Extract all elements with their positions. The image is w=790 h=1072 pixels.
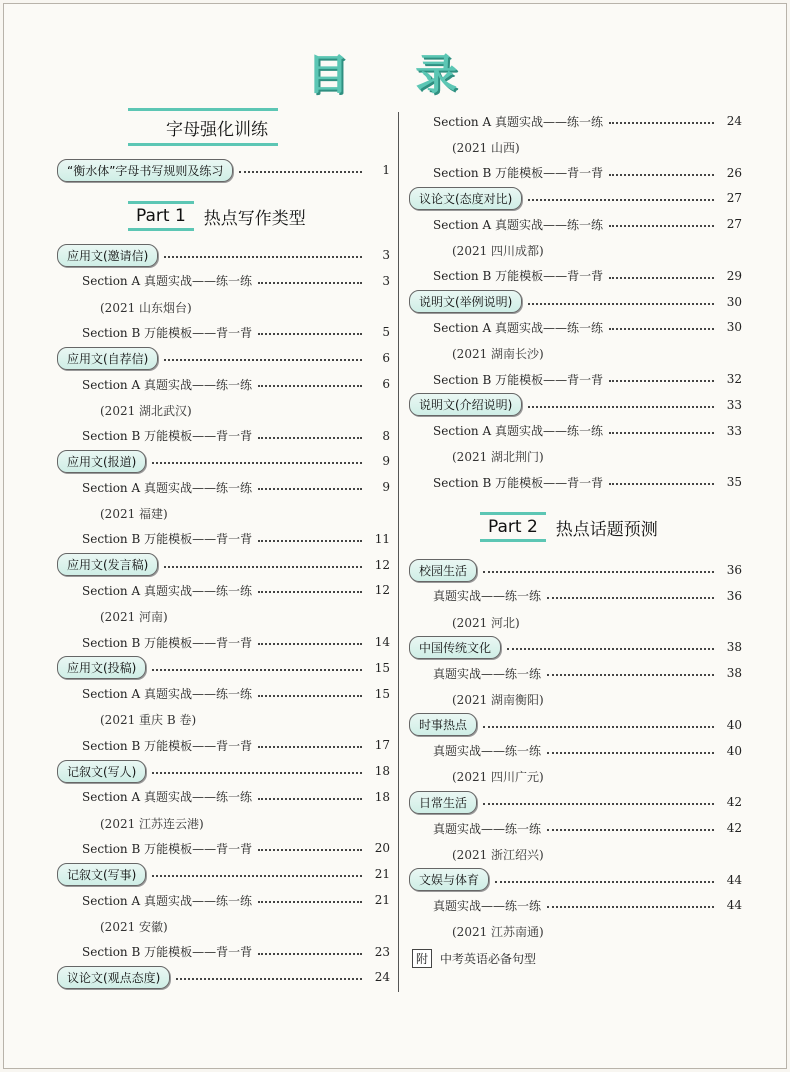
page-number: 20: [374, 841, 390, 856]
page-number: 6: [382, 377, 390, 391]
page-number: 29: [726, 268, 742, 283]
leader-dots: [483, 571, 714, 573]
leader-dots: [258, 798, 362, 800]
leader-dots: [483, 726, 714, 728]
page-number: 12: [374, 557, 390, 572]
page-number: 14: [374, 635, 390, 649]
toc-row-section[interactable]: [82, 733, 390, 757]
toc-pill: 应用文(自荐信): [57, 347, 158, 370]
toc-pill: 议论文(观点态度): [57, 966, 170, 989]
page-number: 3: [382, 273, 390, 288]
toc-pill: 应用文(发言稿): [57, 553, 158, 576]
toc-source-note: (2021 浙江绍兴): [452, 847, 544, 862]
page-number: 32: [726, 372, 742, 386]
page-number: 8: [382, 428, 390, 443]
page-number: 42: [726, 821, 742, 835]
toc-item-label: 真题实战——练一练: [433, 898, 542, 913]
toc-pill: 记叙文(写人): [57, 760, 146, 783]
toc-item-label: 真题实战——练一练: [433, 666, 542, 681]
toc-source-note: (2021 山西): [452, 140, 520, 155]
leader-dots: [528, 406, 714, 408]
toc-row-section[interactable]: [433, 212, 742, 236]
toc-item-label: Section A 真题实战——练一练: [433, 217, 603, 232]
leader-dots: [152, 772, 362, 774]
page-number: 33: [726, 397, 742, 412]
toc-pill: 应用文(报道): [57, 450, 146, 473]
page-number: 40: [726, 717, 742, 732]
page-number: 26: [726, 165, 742, 180]
toc-row-section[interactable]: [82, 372, 390, 396]
toc-item-label: Section A 真题实战——练一练: [82, 377, 252, 392]
leader-dots: [609, 174, 714, 176]
toc-item-label: Section A 真题实战——练一练: [82, 687, 252, 702]
toc-row-section[interactable]: [82, 785, 390, 809]
leader-dots: [258, 746, 362, 748]
toc-item-label: Section B 万能模板——背一背: [82, 635, 253, 650]
toc-item-label: Section B 万能模板——背一背: [82, 738, 253, 753]
toc-source-note: (2021 湖北荆门): [452, 450, 544, 465]
toc-pill: 校园生活: [409, 559, 477, 582]
toc-row-chapter[interactable]: [409, 393, 742, 417]
leader-dots: [258, 953, 362, 955]
leader-dots: [507, 648, 714, 650]
toc-row-section[interactable]: [433, 470, 742, 494]
toc-row-section[interactable]: [433, 893, 742, 917]
page-number: 24: [726, 114, 742, 128]
page-number: 33: [726, 423, 742, 438]
leader-dots: [176, 978, 362, 980]
leader-dots: [258, 643, 362, 645]
page-number: 30: [726, 294, 742, 309]
toc-item-label: Section B 万能模板——背一背: [82, 532, 253, 547]
appendix-label: 中考英语必备句型: [440, 951, 537, 966]
toc-row-section[interactable]: [433, 161, 742, 185]
toc-row-chapter[interactable]: [57, 965, 390, 989]
leader-dots: [483, 803, 714, 805]
toc-source-note: (2021 福建): [100, 507, 168, 521]
toc-row-section[interactable]: [82, 475, 390, 499]
section-header-letters-label: 字母强化训练: [166, 119, 268, 140]
page-number: 6: [382, 351, 390, 366]
page-number: 24: [374, 970, 390, 985]
toc-row-section[interactable]: [82, 424, 390, 448]
toc-item-label: Section B 万能模板——背一背: [433, 269, 604, 284]
toc-pill: “衡水体”字母书写规则及练习: [57, 159, 233, 182]
leader-dots: [164, 359, 362, 361]
toc-source-note: (2021 重庆 B 卷): [100, 713, 197, 728]
toc-source-note: (2021 四川广元): [452, 770, 544, 785]
toc-item-label: Section B 万能模板——背一背: [82, 841, 253, 856]
toc-row-intro[interactable]: [57, 158, 390, 182]
leader-dots: [609, 277, 714, 279]
toc-source-note: (2021 河南): [100, 610, 168, 625]
toc-source-note: (2021 河北): [452, 615, 520, 630]
toc-row-appendix[interactable]: [412, 946, 712, 970]
leader-dots: [258, 333, 362, 335]
leader-dots: [547, 829, 714, 831]
toc-pill: 文娱与体育: [409, 868, 489, 891]
part2-tag: Part 2: [480, 512, 546, 542]
page-number: 44: [726, 872, 742, 887]
toc-pill: 记叙文(写事): [57, 863, 146, 886]
toc-source-note: (2021 江苏连云港): [100, 816, 204, 831]
leader-dots: [239, 171, 362, 173]
toc-item-label: 真题实战——练一练: [433, 821, 542, 836]
toc-row-section[interactable]: [433, 584, 742, 608]
leader-dots: [609, 328, 714, 330]
page-number: 23: [374, 944, 390, 959]
page-number: 38: [726, 666, 742, 681]
toc-row-section[interactable]: [433, 367, 742, 391]
page-number: 44: [726, 898, 742, 913]
page-number: 3: [382, 248, 390, 262]
toc-item-label: Section A 真题实战——练一练: [433, 424, 603, 439]
toc-item-label: Section B 万能模板——背一背: [82, 325, 253, 340]
toc-pill: 日常生活: [409, 791, 477, 814]
column-divider: [398, 112, 399, 992]
toc-row-section[interactable]: [433, 816, 742, 840]
page-number: 30: [726, 320, 742, 335]
leader-dots: [609, 380, 714, 382]
page-number: 9: [382, 454, 390, 469]
leader-dots: [258, 540, 362, 542]
toc-row-chapter[interactable]: [57, 553, 390, 577]
page-number: 36: [726, 563, 742, 577]
leader-dots: [258, 849, 362, 851]
toc-row-section[interactable]: [82, 269, 390, 293]
toc-row-section[interactable]: [82, 527, 390, 551]
leader-dots: [258, 591, 362, 593]
leader-dots: [258, 901, 362, 903]
toc-row-chapter[interactable]: [409, 790, 742, 814]
toc-row-section[interactable]: [433, 739, 742, 763]
toc-row-chapter[interactable]: [409, 558, 742, 582]
toc-row-section[interactable]: [433, 661, 742, 685]
toc-row-section[interactable]: [433, 264, 742, 288]
page-number: 27: [726, 217, 742, 232]
toc-pill: 说明文(介绍说明): [409, 393, 522, 416]
toc-row-section[interactable]: [82, 320, 390, 344]
toc-item-label: Section B 万能模板——背一背: [433, 166, 604, 181]
toc-row-chapter[interactable]: [409, 635, 742, 659]
toc-pill: 应用文(邀请信): [57, 244, 158, 267]
leader-dots: [258, 695, 362, 697]
leader-dots: [547, 752, 714, 754]
toc-row-section[interactable]: [82, 578, 390, 602]
leader-dots: [258, 488, 362, 490]
leader-dots: [528, 199, 714, 201]
toc-item-label: Section A 真题实战——练一练: [82, 790, 252, 805]
toc-pill: 应用文(投稿): [57, 656, 146, 679]
toc-source-note: (2021 山东烟台): [100, 300, 192, 315]
leader-dots: [609, 432, 714, 434]
toc-row-section[interactable]: [433, 315, 742, 339]
toc-pill: 说明文(举例说明): [409, 290, 522, 313]
toc-row-chapter[interactable]: [57, 346, 390, 370]
toc-item-label: 真题实战——练一练: [433, 744, 542, 759]
page-number: 18: [374, 764, 390, 778]
page-number: 38: [726, 640, 742, 655]
part1-tag: Part 1: [128, 201, 194, 231]
page-number: 18: [374, 789, 390, 804]
toc-item-label: 真题实战——练一练: [433, 589, 542, 604]
toc-item-label: Section A 真题实战——练一练: [82, 583, 252, 598]
toc-row-section[interactable]: [82, 630, 390, 654]
toc-item-label: Section A 真题实战——练一练: [433, 320, 603, 335]
page-number: 36: [726, 588, 742, 603]
toc-row-section[interactable]: [82, 836, 390, 860]
leader-dots: [258, 282, 362, 284]
toc-source-note: (2021 四川成都): [452, 244, 544, 258]
page-number: 11: [374, 531, 390, 546]
part2-title: 热点话题预测: [555, 519, 658, 540]
page-title: 目 录: [306, 50, 484, 99]
leader-dots: [164, 256, 362, 258]
part2-header: [480, 512, 670, 542]
leader-dots: [258, 385, 362, 387]
leader-dots: [609, 225, 714, 227]
toc-row-chapter[interactable]: [57, 759, 390, 783]
leader-dots: [495, 881, 714, 883]
part1-title: 热点写作类型: [203, 208, 306, 229]
leader-dots: [528, 303, 714, 305]
leader-dots: [152, 462, 362, 464]
toc-row-chapter[interactable]: [409, 713, 742, 737]
toc-row-section[interactable]: [82, 940, 390, 964]
appendix-mark: 附: [412, 949, 432, 968]
leader-dots: [152, 875, 362, 877]
toc-row-section[interactable]: [82, 682, 390, 706]
page-number: 15: [374, 660, 390, 675]
toc-pill: 时事热点: [409, 713, 477, 736]
toc-row-chapter[interactable]: [57, 449, 390, 473]
toc-row-section[interactable]: [433, 109, 742, 133]
part1-header: [128, 201, 318, 231]
page-number: 21: [374, 893, 390, 907]
section-header-letters: [128, 112, 278, 142]
toc-item-label: Section A 真题实战——练一练: [82, 274, 252, 289]
toc-row-section[interactable]: [82, 888, 390, 912]
leader-dots: [547, 674, 714, 676]
page-number: 35: [726, 475, 742, 490]
leader-dots: [609, 122, 714, 124]
page-number: 5: [382, 325, 390, 340]
toc-source-note: (2021 湖北武汉): [100, 403, 192, 418]
toc-source-note: (2021 湖南衡阳): [452, 693, 544, 707]
toc-row-chapter[interactable]: [409, 290, 742, 314]
toc-row-chapter[interactable]: [57, 243, 390, 267]
toc-item-label: Section A 真题实战——练一练: [82, 893, 252, 908]
page-number: 40: [726, 743, 742, 758]
toc-item-label: Section A 真题实战——练一练: [433, 114, 603, 129]
leader-dots: [152, 669, 362, 671]
toc-pill: 议论文(态度对比): [409, 187, 522, 210]
page-number: 1: [382, 163, 390, 177]
toc-pill: 中国传统文化: [409, 636, 501, 659]
page-number: 27: [726, 191, 742, 206]
toc-source-note: (2021 湖南长沙): [452, 347, 544, 362]
toc-item-label: Section A 真题实战——练一练: [82, 480, 252, 495]
page-number: 12: [374, 583, 390, 598]
leader-dots: [547, 906, 714, 908]
toc-source-note: (2021 江苏南通): [452, 925, 544, 940]
leader-dots: [547, 597, 714, 599]
leader-dots: [258, 437, 362, 439]
toc-row-chapter[interactable]: [57, 862, 390, 886]
leader-dots: [164, 566, 362, 568]
toc-row-chapter[interactable]: [409, 186, 742, 210]
toc-row-section[interactable]: [433, 419, 742, 443]
page-number: 15: [374, 686, 390, 701]
page-number: 42: [726, 795, 742, 810]
page-number: 17: [374, 738, 390, 753]
toc-item-label: Section B 万能模板——背一背: [433, 475, 604, 490]
toc-item-label: Section B 万能模板——背一背: [433, 372, 604, 387]
page-number: 9: [382, 480, 390, 495]
leader-dots: [609, 483, 714, 485]
toc-item-label: Section B 万能模板——背一背: [82, 945, 253, 960]
toc-row-chapter[interactable]: [57, 656, 390, 680]
toc-source-note: (2021 安徽): [100, 919, 168, 934]
toc-row-chapter[interactable]: [409, 868, 742, 892]
toc-item-label: Section B 万能模板——背一背: [82, 429, 253, 444]
page-number: 21: [374, 867, 390, 882]
